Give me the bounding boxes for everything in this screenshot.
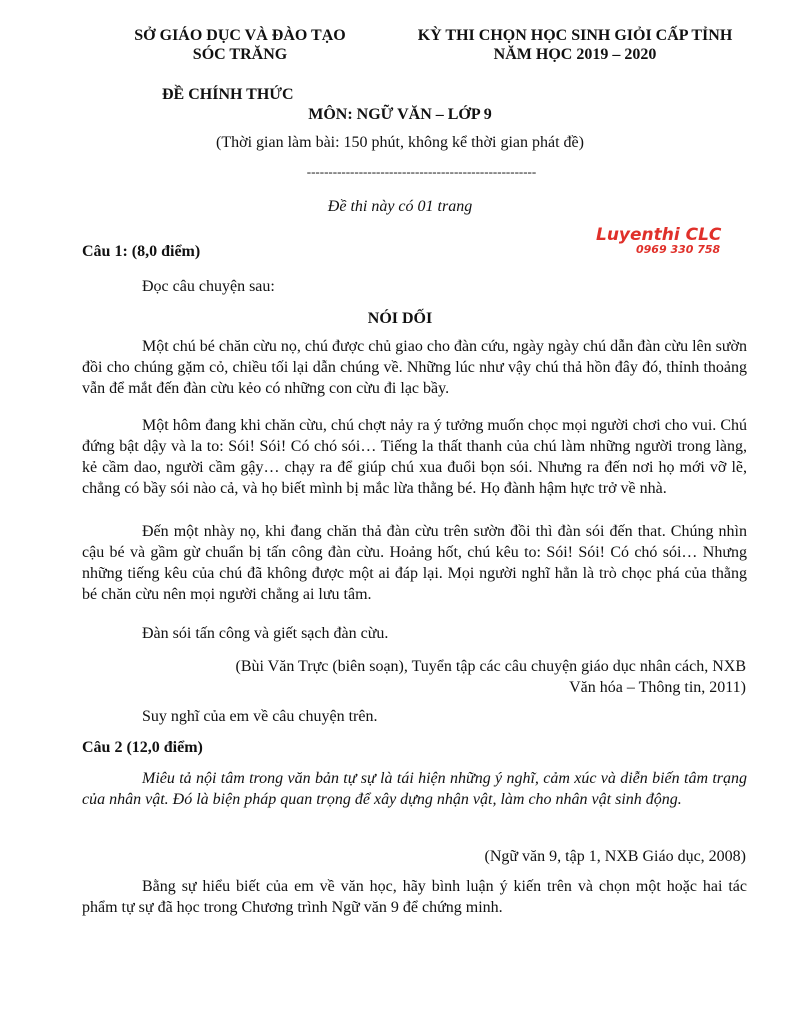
question-2-prompt: Bằng sự hiểu biết của em về văn học, hãy bình luận ý kiến trên và chọn một hoặc hai tác phẩm tự sự đã học trong Chương trình Ngữ văn 9 để chứng minh. — [82, 878, 747, 916]
story-source-line-2: Văn hóa – Thông tin, 2011) — [569, 679, 746, 696]
divider-line: ----------------------------------------------------- — [306, 164, 537, 179]
story-paragraph-2: Một hôm đang khi chăn cừu, chú chợt nảy ra ý tưởng muốn chọc mọi người chơi cho vui. Chú đứng bật dậy và la to: Sói! Sói! Có chó sói… Tiếng la thất thanh của chú làm những người trong làng, kẻ cầm dao, người cầm gậy… chạy ra để giúp chú xua đuổi bọn sói. Nhưng ra đến nơi họ mới vỡ lẽ, chẳng có bầy sói nào cả, và họ biết mình bị mắc lừa thằng bé. Họ đành hậm hực trở về nhà. — [82, 417, 747, 497]
story-source — [236, 656, 746, 698]
story-paragraph-3: Đến một nhày nọ, khi đang chăn thả đàn cừu trên sườn đồi thì đàn sói đến that. Chúng nhìn cậu bé và gầm gừ chuẩn bị tấn công đàn cừu. Hoảng hốt, chú kêu to: Sói! Sói! Có chó sói… Nhưng những tiếng kêu của chú đã không được một ai đáp lại. Mọi người nghĩ hẳn là trò chọc phá của thằng bé chăn cừu nên mọi người chẳng ai lưu tâm. — [82, 523, 747, 603]
department-name: SỞ GIÁO DỤC VÀ ĐÀO TẠO — [134, 27, 346, 44]
question-2-quote: Miêu tả nội tâm trong văn bản tự sự là tái hiện những ý nghĩ, cảm xúc và diễn biến tâm trạng của nhân vật. Đó là biện pháp quan trọng để xây dựng nhận vật, làm cho nhân vật sinh động. — [82, 770, 747, 808]
exam-header — [405, 26, 745, 64]
story-source-line-1: (Bùi Văn Trực (biên soạn), Tuyển tập các câu chuyện giáo dục nhân cách, NXB — [235, 658, 746, 675]
story-paragraph-1: Một chú bé chăn cừu nọ, chú được chủ giao cho đàn cứu, ngày ngày chú dẫn đàn cừu lên sườn đồi cho chúng gặm cỏ, chiều tối lại dẫn chúng về. Những lúc như vậy chú thả hồn đây đó, thỉnh thoảng vẫn để mắt đến đàn cừu kẻo có những con cừu đi lạc bầy. — [82, 338, 747, 397]
time-note: (Thời gian làm bài: 150 phút, không kể thời gian phát đề) — [216, 134, 584, 151]
subject-title: MÔN: NGỮ VĂN – LỚP 9 — [308, 106, 492, 123]
watermark-phone: 0969 330 758 — [636, 243, 721, 256]
school-year: NĂM HỌC 2019 – 2020 — [493, 46, 657, 63]
watermark-name: Luyenthi CLC — [596, 225, 722, 245]
story-paragraph-4: Đàn sói tấn công và giết sạch đàn cừu. — [142, 625, 389, 642]
question-2-source: (Ngữ văn 9, tập 1, NXB Giáo dục, 2008) — [484, 848, 746, 865]
exam-name: KỲ THI CHỌN HỌC SINH GIỎI CẤP TỈNH — [417, 27, 733, 44]
question-1-intro: Đọc câu chuyện sau: — [142, 278, 275, 295]
page-count-note: Đề thi này có 01 trang — [327, 198, 473, 215]
story-title: NÓI DỐI — [367, 310, 433, 327]
question-1-prompt: Suy nghĩ của em về câu chuyện trên. — [142, 708, 378, 725]
province-name: SÓC TRĂNG — [192, 46, 288, 63]
question-1-title: Câu 1: (8,0 điểm) — [82, 243, 201, 260]
question-2-title: Câu 2 (12,0 điểm) — [82, 739, 203, 756]
official-label: ĐỀ CHÍNH THỨC — [162, 86, 294, 103]
watermark — [596, 226, 766, 255]
department-header — [90, 26, 390, 64]
